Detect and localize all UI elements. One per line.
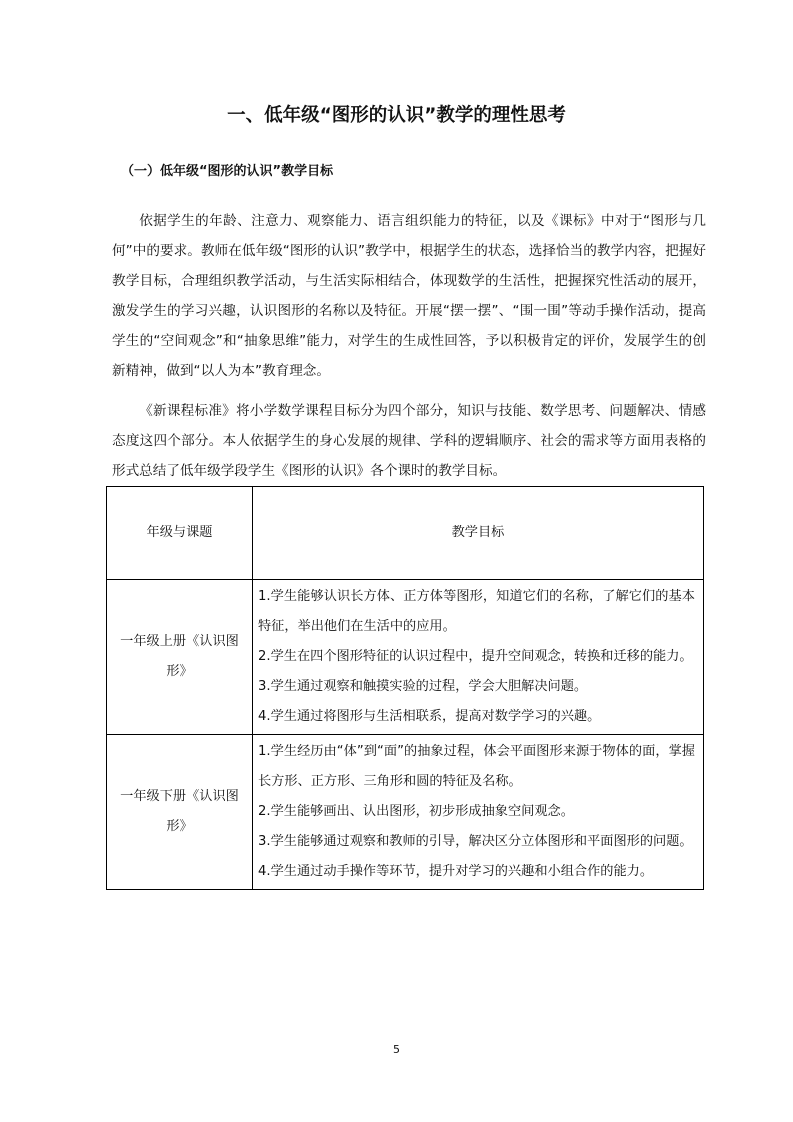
goal-item: 1.学生经历由“体”到“面”的抽象过程，体会平面图形来源于物体的面，掌握长方形、正方形、三角形和圆的特征及名称。 — [258, 744, 695, 789]
page-title: 一、低年级“图形的认识”教学的理性思考 — [227, 105, 566, 126]
goals-cell — [253, 580, 704, 735]
goal-item: 4.学生通过动手操作等环节，提升对学习的兴趣和小组合作的能力。 — [258, 864, 654, 879]
page-number: 5 — [393, 1043, 400, 1056]
teaching-goals-table — [106, 486, 704, 890]
goals-cell — [253, 735, 704, 890]
table-row — [107, 735, 704, 890]
goal-item: 1.学生能够认识长方体、正方体等图形，知道它们的名称，了解它们的基本特征，举出他们在生活中的应用。 — [258, 589, 695, 634]
goal-item: 2.学生能够画出、认出图形，初步形成抽象空间观念。 — [258, 804, 574, 819]
goal-item: 3.学生通过观察和触摸实验的过程，学会大胆解决问题。 — [258, 679, 588, 694]
goal-item: 4.学生通过将图形与生活相联系，提高对数学学习的兴趣。 — [258, 709, 601, 724]
goal-item: 3.学生能够通过观察和教师的引导，解决区分立体图形和平面图形的问题。 — [258, 834, 693, 849]
table-header-row — [107, 487, 704, 580]
grade-cell: 一年级上册《认识图形》 — [107, 580, 253, 735]
header-teaching-goals: 教学目标 — [253, 487, 704, 580]
section-heading: （一）低年级“图形的认识”教学目标 — [121, 164, 334, 179]
goal-item: 2.学生在四个图形特征的认识过程中，提升空间观念，转换和迁移的能力。 — [258, 649, 693, 664]
grade-cell: 一年级下册《认识图形》 — [107, 735, 253, 890]
table-row — [107, 580, 704, 735]
paragraph-intro: 依据学生的年龄、注意力、观察能力、语言组织能力的特征，以及《课标》中对于“图形与几何”中的要求。教师在低年级“图形的认识”教学中，根据学生的状态，选择恰当的教学内容，把握好教学目标，合理组织教学活动，与生活实际相结合，体现数学的生活性，把握探究性活动的展开，激发学生的学习兴趣，认识图形的名称以及特征。开展“摆一摆”、“围一围”等动手操作活动，提高学生的“空间观念”和“抽象思维”能力，对学生的生成性回答，予以积极肯定的评价，发展学生的创新精神，做到“以人为本”教育理念。 — [112, 213, 706, 379]
header-grade-topic: 年级与课题 — [107, 487, 253, 580]
paragraph-curriculum: 《新课程标准》将小学数学课程目标分为四个部分，知识与技能、数学思考、问题解决、情感态度这四个部分。本人依据学生的身心发展的规律、学科的逻辑顺序、社会的需求等方面用表格的形式总结了低年级学段学生《图形的认识》各个课时的教学目标。 — [112, 403, 706, 479]
